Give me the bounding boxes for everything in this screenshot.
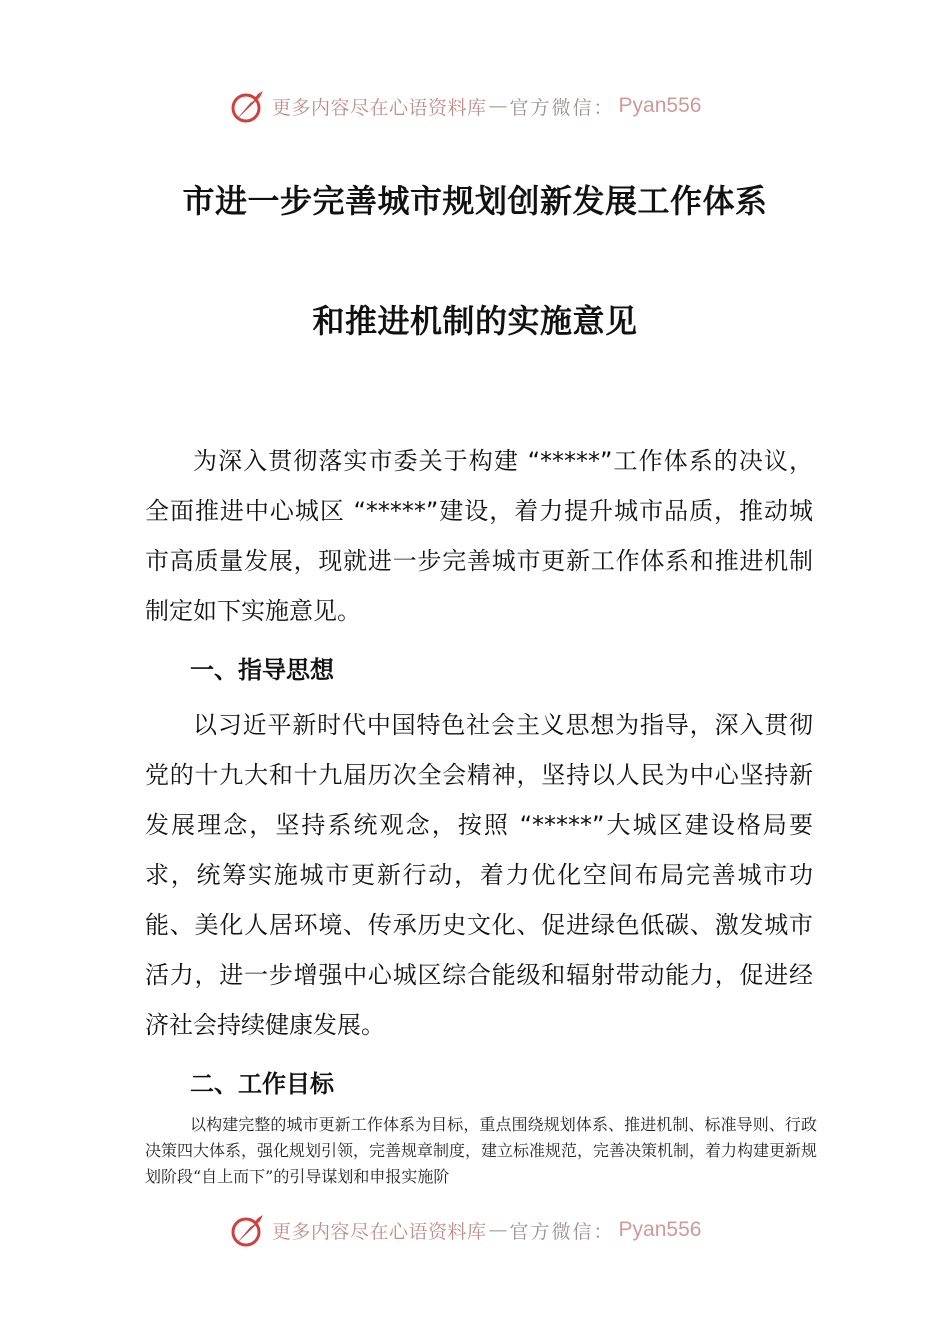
quill-logo-icon [228, 1210, 268, 1250]
document-title-line-1: 市进一步完善城市规划创新发展工作体系 [182, 182, 768, 220]
footer-watermark-banner [228, 1208, 701, 1252]
section-body-guiding-ideology: 以习近平新时代中国特色社会主义思想为指导，深入贯彻党的十九大和十九届历次全会精神，坚持以人民为中心坚持新发展理念，坚持系统观念，按照 “*****”大城区建设格局要求，统筹实施城市更新行动，着力优化空间布局完善城市功能、美化人居环境、传承历史文化、促进绿色低碳、激发城市活力，进一步增强中心城区综合能级和辐射带动能力，促进经济社会持续健康发展。 [145, 711, 813, 1039]
banner-wechat-label: 官方微信： [509, 96, 615, 119]
section-body-work-goals: 以构建完整的城市更新工作体系为目标，重点围绕规划体系、推进机制、标准导则、行政决策四大体系，强化规划引领，完善规章制度，建立标准规范，完善决策机制，着力构建更新规划阶段“自上而下”的引导谋划和申报实施阶 [145, 1115, 818, 1186]
banner-wechat-label: 官方微信： [509, 1220, 615, 1243]
quill-logo-icon [228, 86, 268, 126]
header-watermark-banner [228, 84, 701, 128]
banner-text: 更多内容尽在心语资料库 [272, 96, 487, 119]
section-heading-guiding-ideology: 一、指导思想 [190, 656, 334, 684]
banner-text: 更多内容尽在心语资料库 [272, 1220, 487, 1243]
banner-dash: — [488, 1219, 508, 1241]
banner-wechat-id: Pyan556 [618, 1218, 702, 1241]
intro-paragraph: 为深入贯彻落实市委关于构建 “*****”工作体系的决议，全面推进中心城区 “*****”建设，着力提升城市品质，推动城市高质量发展，现就进一步完善城市更新工作体系和推进机制制定如下实施意见。 [145, 447, 813, 625]
banner-dash: — [488, 95, 508, 117]
document-title-line-2: 和推进机制的实施意见 [312, 302, 638, 340]
banner-wechat-id: Pyan556 [618, 94, 702, 117]
section-heading-work-goals: 二、工作目标 [190, 1070, 334, 1098]
